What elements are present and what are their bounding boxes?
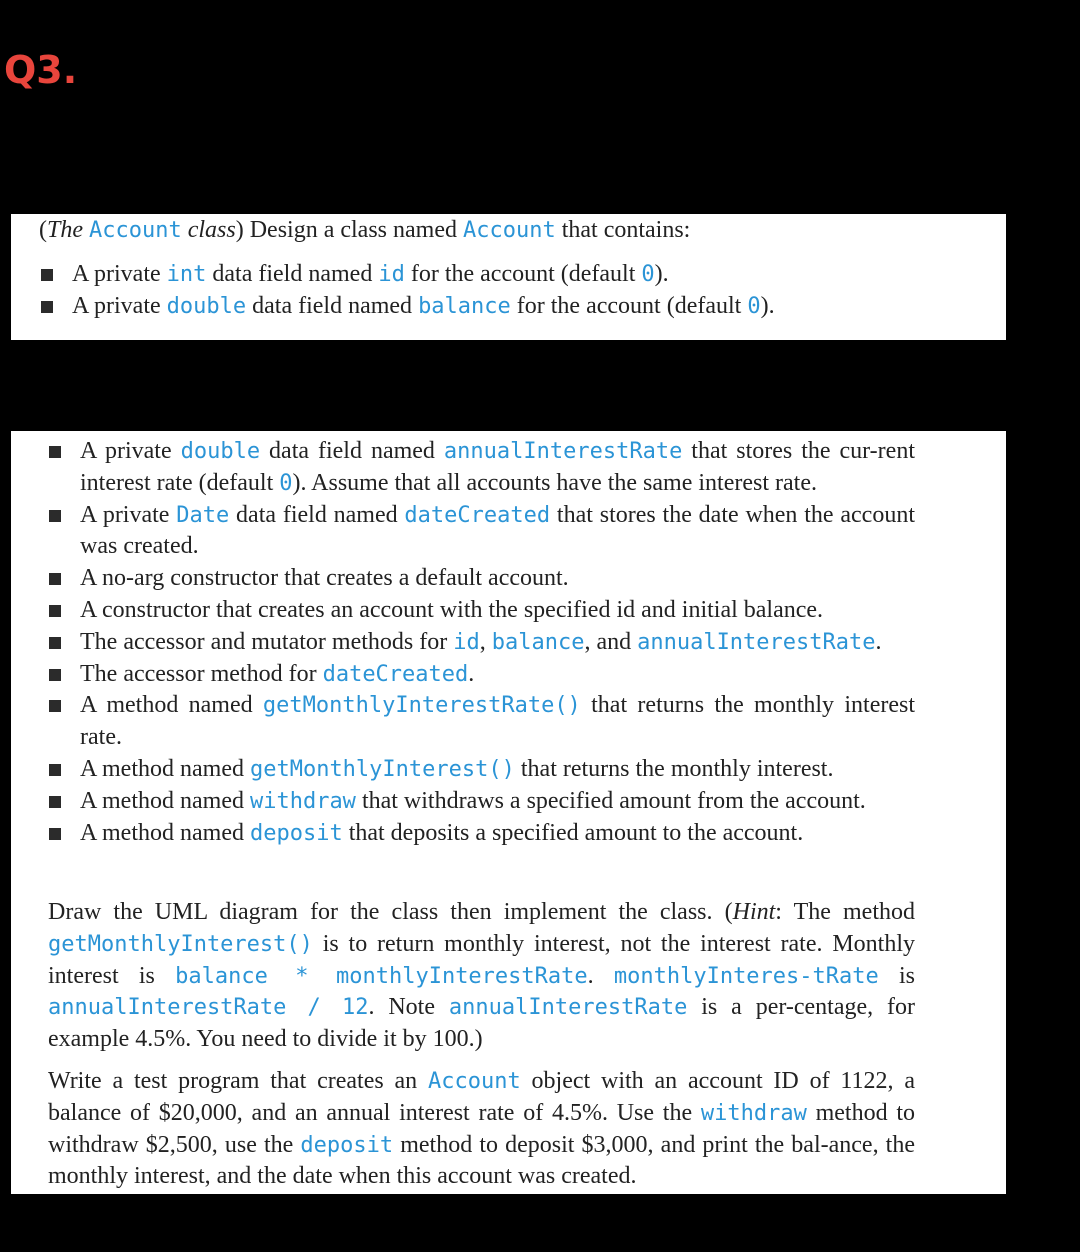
bullet-text: that returns the monthly interest. [514, 755, 834, 782]
bullet-square-icon [49, 573, 61, 585]
bullet-text: , and [584, 628, 638, 655]
intro-code-account: Account [89, 218, 182, 243]
para-text: : The method [775, 899, 915, 925]
intro-code-account-2: Account [462, 218, 556, 243]
bullet-code: id [453, 629, 480, 655]
para-code: monthlyInteres-tRate [613, 963, 879, 989]
bullet-text: data field named [229, 501, 405, 528]
intro-close: ) Design a class named [235, 217, 463, 243]
bullet-accessor-date [47, 659, 915, 691]
bullet-code: annualInterestRate [443, 439, 683, 464]
bullet-text: A private [72, 292, 167, 319]
bullet-text: data field named [246, 292, 419, 319]
para-text: Draw the UML diagram for the class then implement the class. ( [48, 899, 733, 925]
hint-label: Hint [732, 899, 776, 925]
bullet-text: that stores the date when the account was created. [80, 501, 915, 560]
bullet-text: that returns the monthly interest rate. [80, 692, 915, 751]
excerpt-panel-bottom [11, 431, 1006, 1194]
bullet-code: getMonthlyInterest() [249, 756, 515, 782]
question-heading: Q3. [4, 48, 78, 92]
bullet-code: getMonthlyInterestRate() [262, 693, 581, 719]
bullet-text: A method named [80, 755, 250, 782]
para-code: deposit [300, 1132, 394, 1158]
bullet-text: A private [80, 501, 177, 528]
para-code: annualInterestRate / 12 [48, 995, 369, 1021]
para-text: is to return monthly interest, not the interest rate. Monthly interest is [48, 930, 915, 989]
bullet-square-icon [49, 605, 61, 617]
bullet-text: The accessor method for [80, 660, 323, 687]
bullet-code: double [166, 293, 247, 319]
bullet-text: ). [654, 261, 669, 287]
bullet-text: A method named [80, 692, 263, 719]
bullet-code: id [378, 262, 405, 287]
bullet-annual-interest-rate [47, 436, 915, 500]
para-text: Write a test program that creates an [48, 1068, 428, 1094]
bullet-constructor [47, 595, 915, 627]
para-code: Account [428, 1069, 521, 1094]
bullet-code: dateCreated [322, 661, 469, 687]
bullet-withdraw [47, 786, 915, 818]
bullet-square-icon [49, 669, 61, 681]
bullet-code: balance [491, 629, 585, 655]
bullet-square-icon [49, 828, 61, 840]
para-text: method to deposit $3,000, and print the bal-ance, the monthly interest, and the date when this account was created. [48, 1131, 915, 1190]
para-code: annualInterestRate [448, 995, 688, 1021]
bullet-code: 0 [279, 470, 293, 496]
para-code: withdraw [700, 1100, 807, 1126]
para-text: . [587, 962, 614, 989]
bullet-text: ). [760, 292, 775, 319]
bullet-code: 0 [641, 262, 655, 287]
bullet-text: . [468, 660, 475, 687]
intro-the: The [47, 217, 89, 243]
para-text: . Note [368, 994, 449, 1021]
bullet-text: data field named [260, 438, 444, 464]
intro-end: that contains: [555, 217, 691, 243]
bullet-code: Date [176, 502, 230, 528]
bullet-square-icon [41, 269, 53, 281]
bullet-text: A method named [80, 819, 250, 846]
test-program-paragraph [48, 1066, 915, 1193]
bullet-text: that stores the cur-rent interest rate (default [80, 438, 915, 496]
bullet-text: data field named [206, 261, 379, 287]
uml-instructions-paragraph [48, 897, 915, 1056]
bullet-text: , [479, 628, 492, 655]
bullet-code: double [180, 439, 261, 464]
bullet-code: annualInterestRate [637, 629, 876, 655]
para-text: is [878, 962, 915, 989]
bullet-square-icon [49, 700, 61, 712]
bullet-accessor-mutator [47, 627, 915, 659]
bullet-code: 0 [747, 293, 761, 319]
bullet-square-icon [41, 301, 53, 313]
bullet-text: A private [80, 438, 181, 464]
bullet-id-field [39, 259, 979, 291]
bullet-text: The accessor and mutator methods for [80, 628, 454, 655]
para-text: method to withdraw $2,500, use the [48, 1099, 916, 1158]
bullet-code: deposit [249, 820, 343, 846]
bullet-text: that withdraws a specified amount from the account. [355, 787, 866, 814]
intro-open: ( [39, 217, 47, 243]
para-code: balance * monthlyInterestRate [175, 963, 588, 989]
bullet-text: A method named [80, 787, 250, 814]
intro-line [39, 215, 979, 247]
bullet-code: withdraw [249, 788, 356, 814]
excerpt-panel-top [11, 214, 1006, 340]
bullet-code: int [166, 262, 207, 287]
bullet-code: dateCreated [404, 502, 551, 528]
intro-class: class [181, 217, 236, 243]
bullet-text: A no-arg constructor that creates a default account. [80, 565, 569, 592]
para-code: getMonthlyInterest() [48, 931, 313, 957]
para-text: object with an account ID of 1122, a balance of $20,000, and an annual interest rate of 4.5%. Use the [48, 1068, 915, 1126]
bullet-text: A private [72, 261, 167, 287]
bullet-no-arg-constructor [47, 563, 915, 595]
bullet-square-icon [49, 796, 61, 808]
bullet-square-icon [49, 637, 61, 649]
bullet-balance-field [39, 291, 979, 323]
bullet-square-icon [49, 764, 61, 776]
bullet-text: that deposits a specified amount to the account. [342, 819, 804, 846]
bullet-text: for the account (default [510, 292, 748, 319]
bullet-monthly-interest-rate [47, 690, 915, 754]
bullet-text: for the account (default [404, 261, 642, 287]
bullet-text: A constructor that creates an account with the specified id and initial balance. [80, 596, 824, 623]
bullet-date-created [47, 500, 915, 564]
bullet-square-icon [49, 446, 61, 458]
bullet-list-top [39, 259, 979, 323]
bullet-square-icon [49, 510, 61, 522]
bullet-code: balance [418, 293, 511, 319]
para-text: is a per-centage, for example 4.5%. You need to divide it by 100.) [48, 994, 916, 1053]
bullet-text: ). Assume that all accounts have the same interest rate. [292, 469, 817, 496]
bullet-list-bottom [47, 436, 915, 849]
bullet-monthly-interest [47, 754, 915, 786]
bullet-deposit [47, 818, 915, 850]
bullet-text: . [875, 628, 882, 655]
